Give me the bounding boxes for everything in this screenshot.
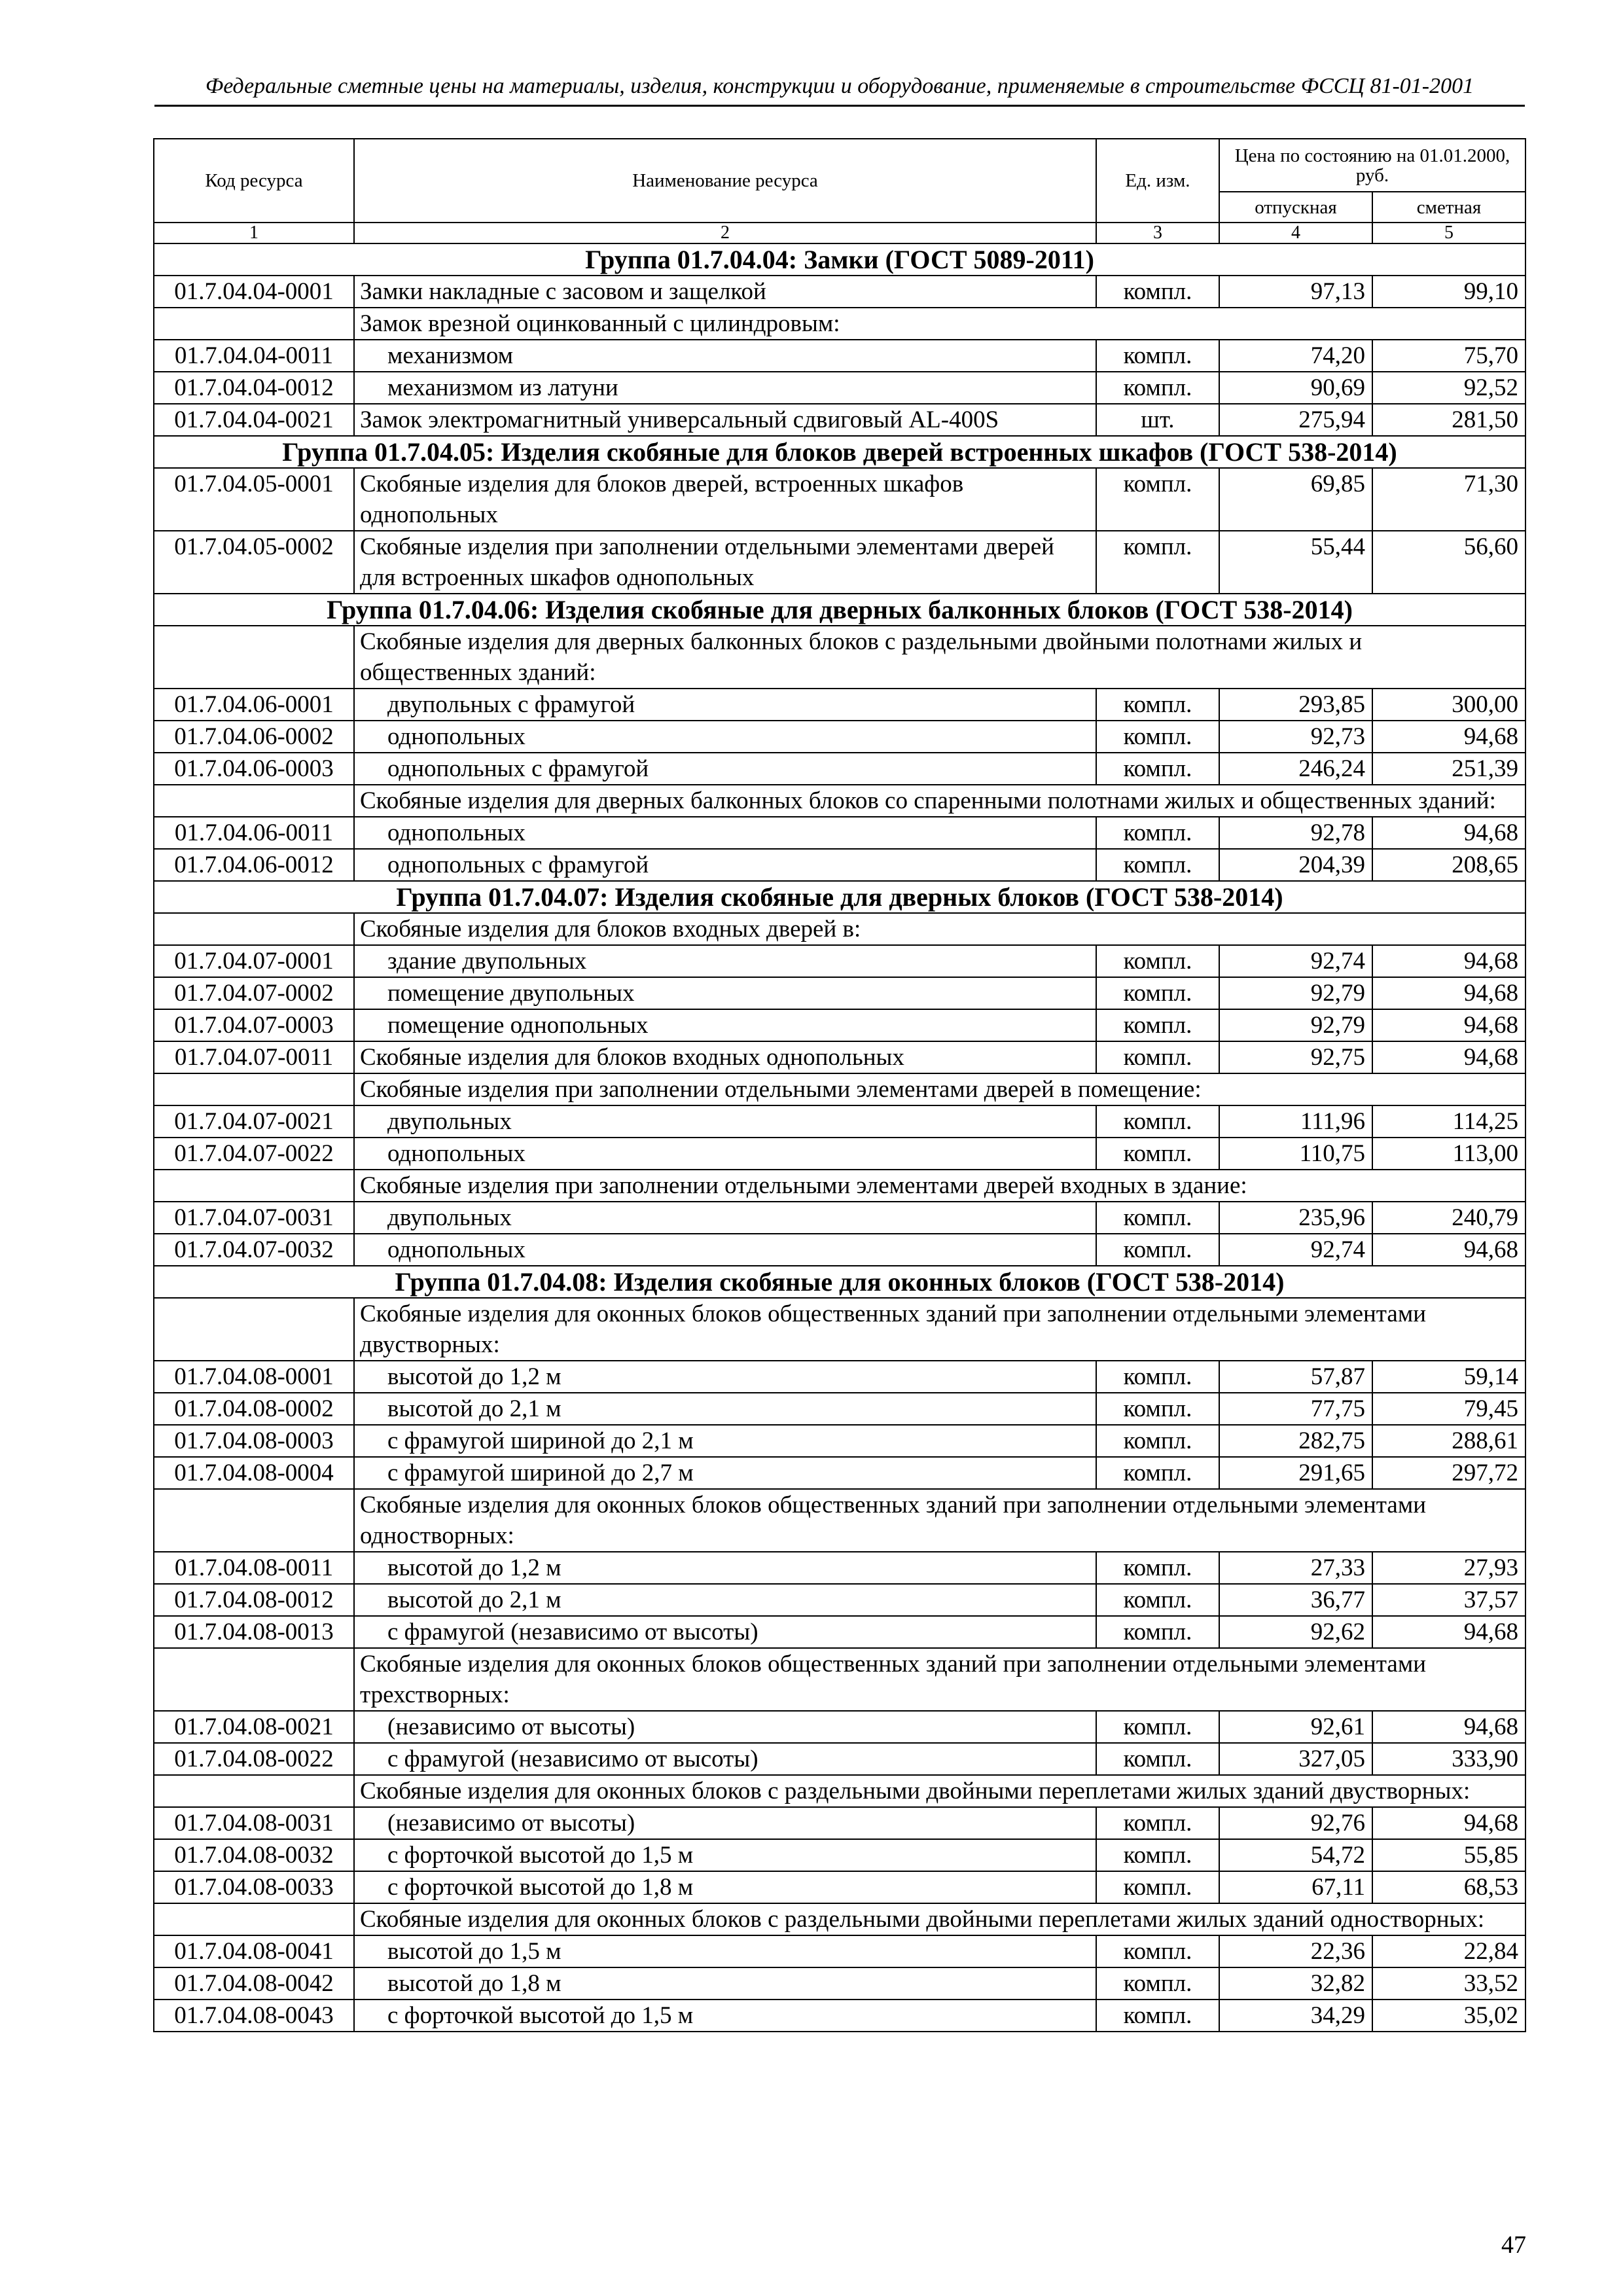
unit-cell: компл.	[1096, 1234, 1219, 1266]
resource-name: Замки накладные с засовом и защелкой	[354, 276, 1096, 308]
resource-name: двупольных	[354, 1105, 1096, 1138]
resource-code: 01.7.04.07-0022	[154, 1138, 354, 1170]
release-price: 77,75	[1219, 1393, 1372, 1425]
col-number: 4	[1219, 223, 1372, 243]
unit-cell: компл.	[1096, 531, 1219, 594]
table-row	[154, 1393, 1525, 1425]
table-row	[154, 1584, 1525, 1616]
col-header-code: Код ресурса	[154, 139, 354, 223]
estimate-price: 55,85	[1372, 1839, 1525, 1871]
resource-name: с фрамугой шириной до 2,1 м	[354, 1425, 1096, 1457]
estimate-price: 59,14	[1372, 1361, 1525, 1393]
subgroup-text: Скобяные изделия для оконных блоков с раздельными двойными переплетами жилых зданий одностворных:	[354, 1903, 1525, 1935]
resource-name: помещение однопольных	[354, 1009, 1096, 1041]
group-header-row	[154, 594, 1525, 626]
resource-code: 01.7.04.07-0001	[154, 945, 354, 977]
resource-name: помещение двупольных	[354, 977, 1096, 1009]
estimate-price: 94,68	[1372, 721, 1525, 753]
group-title: Группа 01.7.04.06: Изделия скобяные для дверных балконных блоков (ГОСТ 538-2014)	[154, 594, 1525, 626]
release-price: 293,85	[1219, 689, 1372, 721]
resource-name: высотой до 1,2 м	[354, 1552, 1096, 1584]
table-row	[154, 1967, 1525, 2000]
unit-cell: компл.	[1096, 1711, 1219, 1743]
unit-cell: компл.	[1096, 2000, 1219, 2032]
release-price: 69,85	[1219, 468, 1372, 531]
resource-code: 01.7.04.08-0021	[154, 1711, 354, 1743]
release-price: 204,39	[1219, 849, 1372, 881]
estimate-price: 92,52	[1372, 372, 1525, 404]
table-row	[154, 753, 1525, 785]
resource-name: (независимо от высоты)	[354, 1807, 1096, 1839]
subgroup-row	[154, 1903, 1525, 1935]
table-row	[154, 945, 1525, 977]
resource-name: однопольных	[354, 721, 1096, 753]
resource-name: однопольных с фрамугой	[354, 753, 1096, 785]
table-row	[154, 1616, 1525, 1648]
estimate-price: 94,68	[1372, 945, 1525, 977]
col-number: 3	[1096, 223, 1219, 243]
subgroup-row	[154, 1648, 1525, 1711]
resource-code: 01.7.04.07-0032	[154, 1234, 354, 1266]
empty-code-cell	[154, 785, 354, 817]
table-row	[154, 1138, 1525, 1170]
subgroup-row	[154, 1073, 1525, 1105]
table-row	[154, 1425, 1525, 1457]
estimate-price: 240,79	[1372, 1202, 1525, 1234]
resource-name: с форточкой высотой до 1,5 м	[354, 1839, 1096, 1871]
resource-name: высотой до 2,1 м	[354, 1393, 1096, 1425]
table-row	[154, 817, 1525, 849]
resource-code: 01.7.04.08-0032	[154, 1839, 354, 1871]
resource-name: двупольных	[354, 1202, 1096, 1234]
subgroup-text: Скобяные изделия для оконных блоков с раздельными двойными переплетами жилых зданий двустворных:	[354, 1775, 1525, 1807]
group-header-row	[154, 243, 1525, 276]
table-row	[154, 1234, 1525, 1266]
release-price: 110,75	[1219, 1138, 1372, 1170]
unit-cell: компл.	[1096, 945, 1219, 977]
group-title: Группа 01.7.04.07: Изделия скобяные для дверных блоков (ГОСТ 538-2014)	[154, 881, 1525, 913]
resource-code: 01.7.04.06-0001	[154, 689, 354, 721]
unit-cell: компл.	[1096, 1871, 1219, 1903]
resource-name: высотой до 1,8 м	[354, 1967, 1096, 2000]
table-row	[154, 977, 1525, 1009]
release-price: 74,20	[1219, 340, 1372, 372]
resource-code: 01.7.04.08-0033	[154, 1871, 354, 1903]
table-row	[154, 1361, 1525, 1393]
release-price: 92,74	[1219, 945, 1372, 977]
table-row	[154, 1105, 1525, 1138]
estimate-price: 208,65	[1372, 849, 1525, 881]
estimate-price: 68,53	[1372, 1871, 1525, 1903]
table-row	[154, 404, 1525, 436]
unit-cell: компл.	[1096, 1967, 1219, 2000]
resource-code: 01.7.04.08-0004	[154, 1457, 354, 1489]
unit-cell: компл.	[1096, 1743, 1219, 1775]
release-price: 54,72	[1219, 1839, 1372, 1871]
table-body	[154, 243, 1525, 2032]
table-row	[154, 689, 1525, 721]
unit-cell: компл.	[1096, 1041, 1219, 1073]
resource-code: 01.7.04.07-0003	[154, 1009, 354, 1041]
unit-cell: компл.	[1096, 1138, 1219, 1170]
unit-cell: компл.	[1096, 372, 1219, 404]
table-row	[154, 531, 1525, 594]
resource-name: Замок электромагнитный универсальный сдвиговый AL-400S	[354, 404, 1096, 436]
estimate-price: 35,02	[1372, 2000, 1525, 2032]
resource-code: 01.7.04.07-0021	[154, 1105, 354, 1138]
unit-cell: компл.	[1096, 468, 1219, 531]
resource-name: однопольных	[354, 1138, 1096, 1170]
empty-code-cell	[154, 1775, 354, 1807]
resource-name: с фрамугой шириной до 2,7 м	[354, 1457, 1096, 1489]
col-number: 1	[154, 223, 354, 243]
unit-cell: компл.	[1096, 721, 1219, 753]
empty-code-cell	[154, 913, 354, 945]
resource-code: 01.7.04.08-0042	[154, 1967, 354, 2000]
resource-name: Скобяные изделия для блоков входных однопольных	[354, 1041, 1096, 1073]
resource-name: однопольных	[354, 817, 1096, 849]
table-row	[154, 1041, 1525, 1073]
resource-code: 01.7.04.07-0002	[154, 977, 354, 1009]
subgroup-row	[154, 1170, 1525, 1202]
estimate-price: 297,72	[1372, 1457, 1525, 1489]
resource-code: 01.7.04.08-0013	[154, 1616, 354, 1648]
release-price: 55,44	[1219, 531, 1372, 594]
subgroup-row	[154, 308, 1525, 340]
col-number: 5	[1372, 223, 1525, 243]
col-header-release: отпускная	[1219, 192, 1372, 223]
release-price: 282,75	[1219, 1425, 1372, 1457]
release-price: 90,69	[1219, 372, 1372, 404]
subgroup-text: Скобяные изделия для оконных блоков общественных зданий при заполнении отдельными элементами одностворных:	[354, 1489, 1525, 1552]
empty-code-cell	[154, 1903, 354, 1935]
resource-code: 01.7.04.04-0012	[154, 372, 354, 404]
release-price: 92,79	[1219, 977, 1372, 1009]
resource-code: 01.7.04.08-0031	[154, 1807, 354, 1839]
col-header-unit: Ед. изм.	[1096, 139, 1219, 223]
resource-code: 01.7.04.04-0001	[154, 276, 354, 308]
estimate-price: 27,93	[1372, 1552, 1525, 1584]
resource-code: 01.7.04.05-0001	[154, 468, 354, 531]
release-price: 246,24	[1219, 753, 1372, 785]
unit-cell: компл.	[1096, 1425, 1219, 1457]
unit-cell: компл.	[1096, 1584, 1219, 1616]
resource-code: 01.7.04.06-0002	[154, 721, 354, 753]
col-header-estimate: сметная	[1372, 192, 1525, 223]
empty-code-cell	[154, 1489, 354, 1552]
subgroup-row	[154, 626, 1525, 689]
unit-cell: компл.	[1096, 1839, 1219, 1871]
empty-code-cell	[154, 626, 354, 689]
estimate-price: 22,84	[1372, 1935, 1525, 1967]
release-price: 275,94	[1219, 404, 1372, 436]
estimate-price: 94,68	[1372, 977, 1525, 1009]
group-title: Группа 01.7.04.05: Изделия скобяные для блоков дверей встроенных шкафов (ГОСТ 538-2014)	[154, 436, 1525, 468]
release-price: 92,62	[1219, 1616, 1372, 1648]
estimate-price: 94,68	[1372, 1041, 1525, 1073]
release-price: 27,33	[1219, 1552, 1372, 1584]
estimate-price: 99,10	[1372, 276, 1525, 308]
resource-name: механизмом из латуни	[354, 372, 1096, 404]
estimate-price: 79,45	[1372, 1393, 1525, 1425]
page-header: Федеральные сметные цены на материалы, изделия, конструкции и оборудование, применяемые в строительстве ФССЦ 81-01-2001	[154, 72, 1525, 107]
group-header-row	[154, 436, 1525, 468]
subgroup-text: Скобяные изделия для дверных балконных блоков с раздельными двойными полотнами жилых и общественных зданий:	[354, 626, 1525, 689]
resource-name: здание двупольных	[354, 945, 1096, 977]
table-row	[154, 2000, 1525, 2032]
subgroup-row	[154, 1298, 1525, 1361]
empty-code-cell	[154, 1073, 354, 1105]
table-row	[154, 1202, 1525, 1234]
unit-cell: компл.	[1096, 689, 1219, 721]
resource-name: высотой до 2,1 м	[354, 1584, 1096, 1616]
unit-cell: компл.	[1096, 1105, 1219, 1138]
resource-code: 01.7.04.08-0002	[154, 1393, 354, 1425]
subgroup-text: Скобяные изделия для оконных блоков общественных зданий при заполнении отдельными элементами трехстворных:	[354, 1648, 1525, 1711]
resource-name: однопольных с фрамугой	[354, 849, 1096, 881]
release-price: 235,96	[1219, 1202, 1372, 1234]
estimate-price: 94,68	[1372, 1616, 1525, 1648]
empty-code-cell	[154, 1298, 354, 1361]
unit-cell: компл.	[1096, 1202, 1219, 1234]
group-title: Группа 01.7.04.08: Изделия скобяные для оконных блоков (ГОСТ 538-2014)	[154, 1266, 1525, 1298]
unit-cell: компл.	[1096, 276, 1219, 308]
resource-name: с форточкой высотой до 1,8 м	[354, 1871, 1096, 1903]
estimate-price: 94,68	[1372, 1234, 1525, 1266]
resource-code: 01.7.04.08-0041	[154, 1935, 354, 1967]
resource-name: Скобяные изделия при заполнении отдельными элементами дверей для встроенных шкафов однопольных	[354, 531, 1096, 594]
resource-name: (независимо от высоты)	[354, 1711, 1096, 1743]
table-row	[154, 468, 1525, 531]
table-row	[154, 276, 1525, 308]
subgroup-row	[154, 785, 1525, 817]
resource-code: 01.7.04.08-0011	[154, 1552, 354, 1584]
table-row	[154, 1457, 1525, 1489]
estimate-price: 94,68	[1372, 1807, 1525, 1839]
unit-cell: компл.	[1096, 977, 1219, 1009]
subgroup-row	[154, 1775, 1525, 1807]
release-price: 92,74	[1219, 1234, 1372, 1266]
release-price: 92,73	[1219, 721, 1372, 753]
col-header-price: Цена по состоянию на 01.01.2000, руб.	[1219, 139, 1525, 192]
estimate-price: 288,61	[1372, 1425, 1525, 1457]
release-price: 92,78	[1219, 817, 1372, 849]
resource-code: 01.7.04.08-0001	[154, 1361, 354, 1393]
unit-cell: компл.	[1096, 1807, 1219, 1839]
estimate-price: 56,60	[1372, 531, 1525, 594]
unit-cell: компл.	[1096, 1009, 1219, 1041]
price-table	[153, 138, 1526, 2032]
table-row	[154, 1935, 1525, 1967]
resource-name: высотой до 1,5 м	[354, 1935, 1096, 1967]
subgroup-text: Скобяные изделия для блоков входных дверей в:	[354, 913, 1525, 945]
release-price: 57,87	[1219, 1361, 1372, 1393]
subgroup-row	[154, 1489, 1525, 1552]
estimate-price: 251,39	[1372, 753, 1525, 785]
estimate-price: 300,00	[1372, 689, 1525, 721]
resource-name: с форточкой высотой до 1,5 м	[354, 2000, 1096, 2032]
resource-name: Скобяные изделия для блоков дверей, встроенных шкафов однопольных	[354, 468, 1096, 531]
estimate-price: 71,30	[1372, 468, 1525, 531]
release-price: 111,96	[1219, 1105, 1372, 1138]
table-row	[154, 340, 1525, 372]
estimate-price: 37,57	[1372, 1584, 1525, 1616]
release-price: 67,11	[1219, 1871, 1372, 1903]
subgroup-text: Замок врезной оцинкованный с цилиндровым:	[354, 308, 1525, 340]
table-row	[154, 1807, 1525, 1839]
col-header-name: Наименование ресурса	[354, 139, 1096, 223]
unit-cell: компл.	[1096, 849, 1219, 881]
unit-cell: компл.	[1096, 1616, 1219, 1648]
estimate-price: 94,68	[1372, 1711, 1525, 1743]
table-row	[154, 1552, 1525, 1584]
resource-name: однопольных	[354, 1234, 1096, 1266]
release-price: 92,61	[1219, 1711, 1372, 1743]
release-price: 97,13	[1219, 276, 1372, 308]
group-title: Группа 01.7.04.04: Замки (ГОСТ 5089-2011)	[154, 243, 1525, 276]
group-header-row	[154, 881, 1525, 913]
unit-cell: компл.	[1096, 1457, 1219, 1489]
estimate-price: 33,52	[1372, 1967, 1525, 2000]
resource-code: 01.7.04.07-0011	[154, 1041, 354, 1073]
resource-name: с фрамугой (независимо от высоты)	[354, 1616, 1096, 1648]
unit-cell: шт.	[1096, 404, 1219, 436]
resource-code: 01.7.04.06-0012	[154, 849, 354, 881]
table-row	[154, 721, 1525, 753]
resource-code: 01.7.04.06-0011	[154, 817, 354, 849]
table-row	[154, 1009, 1525, 1041]
unit-cell: компл.	[1096, 753, 1219, 785]
resource-name: двупольных с фрамугой	[354, 689, 1096, 721]
release-price: 327,05	[1219, 1743, 1372, 1775]
resource-code: 01.7.04.08-0022	[154, 1743, 354, 1775]
resource-code: 01.7.04.08-0003	[154, 1425, 354, 1457]
release-price: 36,77	[1219, 1584, 1372, 1616]
subgroup-text: Скобяные изделия при заполнении отдельными элементами дверей входных в здание:	[354, 1170, 1525, 1202]
estimate-price: 94,68	[1372, 1009, 1525, 1041]
estimate-price: 113,00	[1372, 1138, 1525, 1170]
unit-cell: компл.	[1096, 817, 1219, 849]
resource-code: 01.7.04.06-0003	[154, 753, 354, 785]
unit-cell: компл.	[1096, 1935, 1219, 1967]
group-header-row	[154, 1266, 1525, 1298]
release-price: 291,65	[1219, 1457, 1372, 1489]
resource-code: 01.7.04.08-0012	[154, 1584, 354, 1616]
table-row	[154, 1839, 1525, 1871]
table-row	[154, 1711, 1525, 1743]
estimate-price: 333,90	[1372, 1743, 1525, 1775]
unit-cell: компл.	[1096, 1393, 1219, 1425]
unit-cell: компл.	[1096, 340, 1219, 372]
col-number: 2	[354, 223, 1096, 243]
unit-cell: компл.	[1096, 1361, 1219, 1393]
page-number: 47	[1501, 2231, 1526, 2259]
release-price: 92,79	[1219, 1009, 1372, 1041]
table-row	[154, 372, 1525, 404]
table-row	[154, 1743, 1525, 1775]
subgroup-row	[154, 913, 1525, 945]
empty-code-cell	[154, 1648, 354, 1711]
resource-code: 01.7.04.05-0002	[154, 531, 354, 594]
resource-code: 01.7.04.07-0031	[154, 1202, 354, 1234]
estimate-price: 94,68	[1372, 817, 1525, 849]
resource-code: 01.7.04.04-0011	[154, 340, 354, 372]
empty-code-cell	[154, 1170, 354, 1202]
subgroup-text: Скобяные изделия при заполнении отдельными элементами дверей в помещение:	[354, 1073, 1525, 1105]
table-row	[154, 1871, 1525, 1903]
subgroup-text: Скобяные изделия для дверных балконных блоков со спаренными полотнами жилых и общественных зданий:	[354, 785, 1525, 817]
release-price: 34,29	[1219, 2000, 1372, 2032]
table-row	[154, 849, 1525, 881]
release-price: 32,82	[1219, 1967, 1372, 2000]
resource-name: высотой до 1,2 м	[354, 1361, 1096, 1393]
estimate-price: 114,25	[1372, 1105, 1525, 1138]
subgroup-text: Скобяные изделия для оконных блоков общественных зданий при заполнении отдельными элементами двустворных:	[354, 1298, 1525, 1361]
release-price: 22,36	[1219, 1935, 1372, 1967]
release-price: 92,76	[1219, 1807, 1372, 1839]
release-price: 92,75	[1219, 1041, 1372, 1073]
estimate-price: 281,50	[1372, 404, 1525, 436]
resource-code: 01.7.04.04-0021	[154, 404, 354, 436]
unit-cell: компл.	[1096, 1552, 1219, 1584]
resource-name: механизмом	[354, 340, 1096, 372]
resource-name: с фрамугой (независимо от высоты)	[354, 1743, 1096, 1775]
resource-code: 01.7.04.08-0043	[154, 2000, 354, 2032]
estimate-price: 75,70	[1372, 340, 1525, 372]
empty-code-cell	[154, 308, 354, 340]
